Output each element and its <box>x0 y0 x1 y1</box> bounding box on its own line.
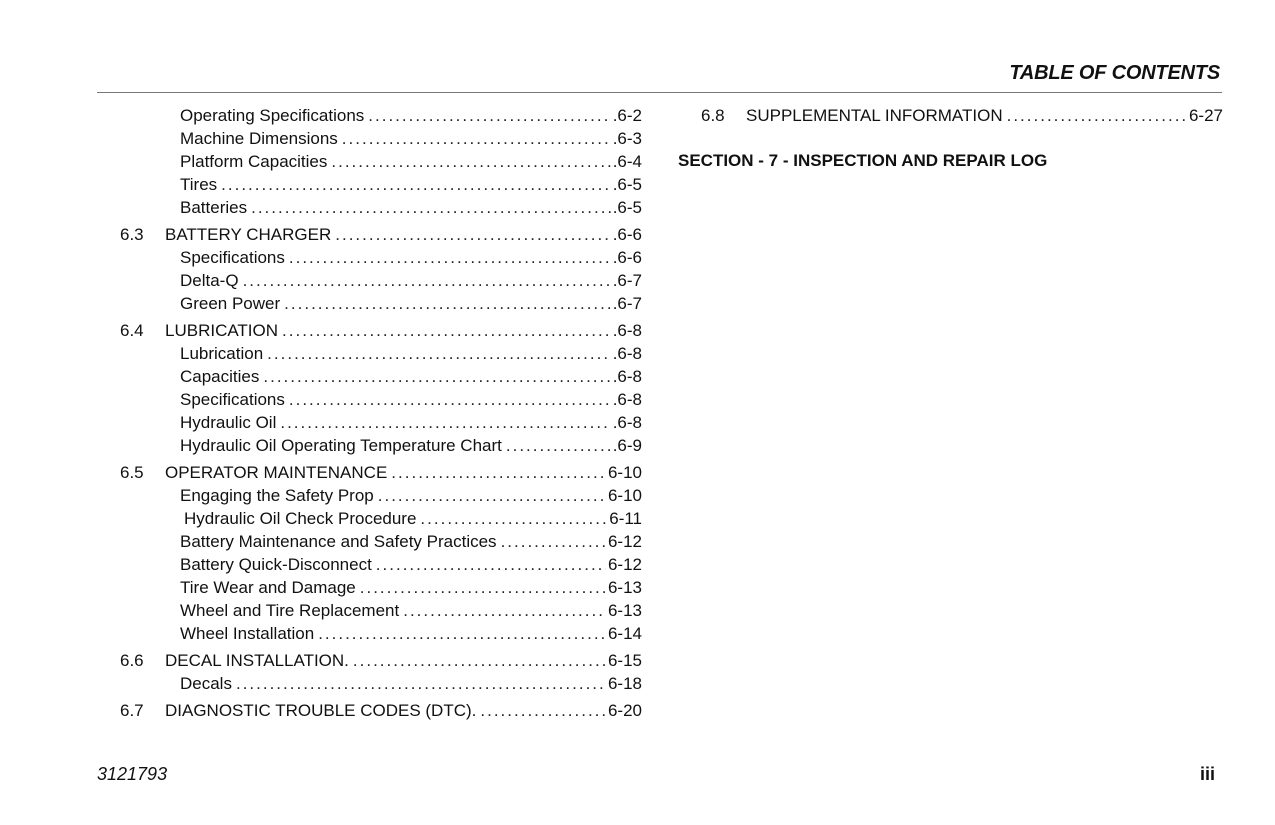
toc-entry-title: Wheel Installation <box>180 624 315 643</box>
toc-entry[interactable] <box>120 223 642 246</box>
toc-dot-leader <box>342 127 611 150</box>
toc-entry-number: 6.5 <box>120 463 144 482</box>
toc-dot-leader <box>282 319 611 342</box>
toc-entry-title: Green Power <box>180 294 281 313</box>
toc-dot-leader <box>376 553 606 576</box>
toc-entry[interactable] <box>120 672 642 695</box>
toc-entry-page: .6-5 <box>612 198 642 217</box>
toc-entry-title: DECAL INSTALLATION. <box>165 651 349 670</box>
toc-entry-title: LUBRICATION <box>165 321 279 340</box>
toc-entry-page: .6-2 <box>612 106 642 125</box>
toc-entry[interactable] <box>120 599 642 622</box>
toc-entry-page: 6-12 <box>607 532 642 551</box>
toc-entry[interactable] <box>120 365 642 388</box>
toc-entry-title: Delta-Q <box>180 271 239 290</box>
toc-entry-title: Lubrication <box>180 344 264 363</box>
toc-entry[interactable] <box>120 196 642 219</box>
toc-entry-title: Specifications <box>180 248 285 267</box>
toc-entry-title: OPERATOR MAINTENANCE <box>165 463 388 482</box>
toc-entry-title: Hydraulic Oil Check Procedure <box>184 509 417 528</box>
toc-entry-page: 6-27 <box>1188 106 1223 125</box>
page-header-title: TABLE OF CONTENTS <box>1009 62 1220 84</box>
toc-entry-page: .6-5 <box>612 175 642 194</box>
toc-entry-page: 6-15 <box>607 651 642 670</box>
toc-entry-number: 6.7 <box>120 701 144 720</box>
toc-dot-leader <box>289 388 611 411</box>
toc-entry[interactable] <box>120 173 642 196</box>
toc-entry-title: Hydraulic Oil Operating Temperature Chart <box>180 436 502 455</box>
toc-dot-leader <box>368 104 610 127</box>
toc-right-entries <box>678 104 1223 127</box>
toc-entry-number: 6.6 <box>120 651 144 670</box>
toc-entry-title: Wheel and Tire Replacement <box>180 601 400 620</box>
toc-entry-page: 6-11 <box>609 509 642 528</box>
toc-entry-page: 6-20 <box>607 701 642 720</box>
toc-entry-page: 6-13 <box>607 601 642 620</box>
toc-entry-page: .6-8 <box>612 413 642 432</box>
toc-entry-page: .6-8 <box>612 321 642 340</box>
toc-entry[interactable] <box>120 127 642 150</box>
toc-entry-title: Batteries <box>180 198 248 217</box>
toc-entry-title: BATTERY CHARGER <box>165 225 332 244</box>
toc-entry-page: .6-7 <box>612 271 642 290</box>
toc-dot-leader <box>251 196 611 219</box>
toc-entry[interactable] <box>120 246 642 269</box>
toc-entry[interactable] <box>120 649 642 672</box>
toc-left-column <box>120 104 642 722</box>
toc-entry-page: 6-12 <box>607 555 642 574</box>
toc-entry[interactable] <box>120 411 642 434</box>
toc-entry[interactable] <box>120 553 642 576</box>
toc-entry-page: .6-6 <box>612 225 642 244</box>
toc-dot-leader <box>391 461 606 484</box>
toc-right-column <box>678 104 1223 172</box>
toc-entry[interactable] <box>120 388 642 411</box>
toc-dot-leader <box>501 530 606 553</box>
toc-entry[interactable] <box>120 484 642 507</box>
toc-dot-leader <box>1007 104 1187 127</box>
toc-entry[interactable] <box>120 150 642 173</box>
toc-dot-leader <box>263 365 610 388</box>
toc-entry-title: DIAGNOSTIC TROUBLE CODES (DTC). <box>165 701 477 720</box>
toc-dot-leader <box>506 434 611 457</box>
toc-entry-title: SUPPLEMENTAL INFORMATION <box>746 106 1003 125</box>
toc-entry[interactable] <box>120 699 642 722</box>
toc-entry-title: Tires <box>180 175 218 194</box>
toc-entry-title: Platform Capacities <box>180 152 328 171</box>
toc-entry-page: 6-14 <box>607 624 642 643</box>
toc-entry-title: Machine Dimensions <box>180 129 338 148</box>
toc-dot-leader <box>480 699 606 722</box>
toc-entry[interactable] <box>120 507 642 530</box>
toc-dot-leader <box>284 292 611 315</box>
toc-entry[interactable] <box>120 461 642 484</box>
toc-entry-page: .6-9 <box>612 436 642 455</box>
toc-entry-title: Capacities <box>180 367 260 386</box>
toc-entry-number: 6.8 <box>701 106 725 125</box>
toc-entry-page: .6-7 <box>612 294 642 313</box>
toc-entry-title: Operating Specifications <box>180 106 365 125</box>
toc-entry[interactable] <box>120 319 642 342</box>
toc-dot-leader <box>221 173 611 196</box>
toc-entry-page: 6-10 <box>607 486 642 505</box>
toc-dot-leader <box>243 269 611 292</box>
toc-entry-page: .6-8 <box>612 390 642 409</box>
section-7-heading[interactable]: SECTION - 7 - INSPECTION AND REPAIR LOG <box>678 151 1048 170</box>
toc-entry-title: Engaging the Safety Prop <box>180 486 374 505</box>
toc-entry[interactable] <box>678 104 1223 127</box>
toc-dot-leader <box>331 150 610 173</box>
toc-dot-leader <box>335 223 610 246</box>
header-divider <box>97 92 1222 93</box>
toc-dot-leader <box>236 672 606 695</box>
toc-entry-page: .6-8 <box>612 344 642 363</box>
toc-dot-leader <box>403 599 606 622</box>
toc-entry-number: 6.3 <box>120 225 144 244</box>
toc-entry-page: 6-18 <box>607 674 642 693</box>
toc-dot-leader <box>353 649 606 672</box>
document-number: 3121793 <box>97 764 168 784</box>
toc-entry[interactable] <box>120 269 642 292</box>
toc-entry-page: .6-6 <box>612 248 642 267</box>
toc-dot-leader <box>378 484 606 507</box>
toc-dot-leader <box>360 576 606 599</box>
toc-entry-title: Decals <box>180 674 232 693</box>
toc-entry-page: .6-4 <box>612 152 642 171</box>
toc-entry[interactable] <box>120 342 642 365</box>
toc-entry-title: Hydraulic Oil <box>180 413 277 432</box>
toc-entry[interactable] <box>120 576 642 599</box>
toc-entry-page: .6-3 <box>612 129 642 148</box>
toc-entry-number: 6.4 <box>120 321 144 340</box>
toc-dot-leader <box>267 342 611 365</box>
toc-entry-title: Specifications <box>180 390 285 409</box>
toc-entry[interactable] <box>120 104 642 127</box>
toc-entry-title: Tire Wear and Damage <box>180 578 356 597</box>
toc-dot-leader <box>289 246 611 269</box>
toc-dot-leader <box>420 507 607 530</box>
toc-entry-page: 6-13 <box>607 578 642 597</box>
toc-entry-page: .6-8 <box>612 367 642 386</box>
toc-entry-title: Battery Maintenance and Safety Practices <box>180 532 497 551</box>
toc-dot-leader <box>280 411 610 434</box>
toc-entry[interactable] <box>120 292 642 315</box>
toc-entry[interactable] <box>120 622 642 645</box>
toc-dot-leader <box>318 622 606 645</box>
toc-entry[interactable] <box>120 530 642 553</box>
page-number: iii <box>1199 764 1215 784</box>
toc-entry-title: Battery Quick-Disconnect <box>180 555 372 574</box>
toc-entry-page: 6-10 <box>607 463 642 482</box>
toc-entry[interactable] <box>120 434 642 457</box>
